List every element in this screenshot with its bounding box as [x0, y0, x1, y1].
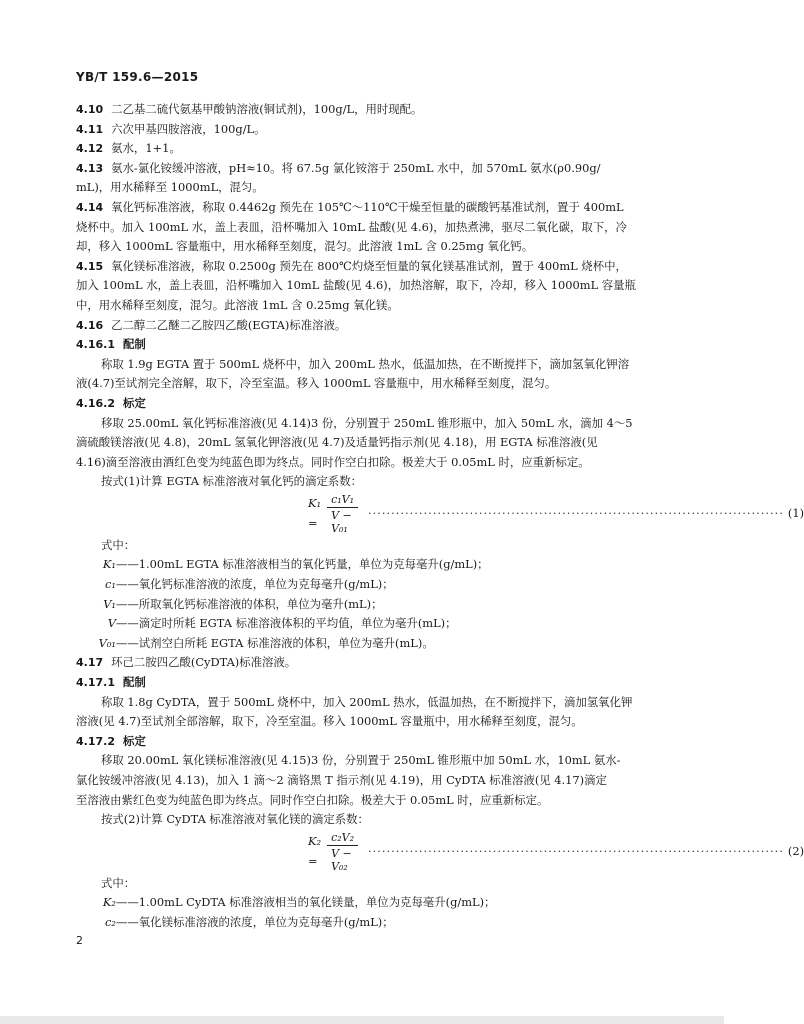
- fraction: [327, 831, 358, 873]
- subclause-4-16-2-heading: 4.16.2 标定: [76, 395, 146, 410]
- subclause-4-17-1-heading: 4.17.1 配制: [76, 675, 146, 690]
- variable-definition: K₂ —— 1.00mL CyDTA 标准溶液相当的氧化镁量，单位为克每毫升(g/mL)；: [102, 895, 496, 910]
- fraction: [327, 493, 358, 535]
- leader-dots: ··························································································: [368, 843, 784, 858]
- denominator: V − V₀₁: [331, 508, 352, 535]
- equation-number: (1): [787, 506, 804, 521]
- paragraph: 溶液(见 4.7)至试剂全部溶解，取下，冷至室温。移入 1000mL 容量瓶中，用水稀释至刻度，混匀。: [76, 714, 583, 729]
- clause-4-13: 4.13 氨水-氯化铵缓冲溶液，pH≈10。将 67.5g 氯化铵溶于 250mL 水中，加 570mL 氨水(ρ0.90g/ mL)，用水稀释至 1000mL，混匀。: [76, 160, 601, 195]
- document-body: [76, 100, 804, 933]
- paragraph: 液(4.7)至试剂完全溶解，取下，冷至室温。移入 1000mL 容量瓶中，用水稀释至刻度，混匀。: [76, 376, 557, 391]
- variable-definition: c₂ —— 氧化镁标准溶液的浓度，单位为克每毫升(g/mL)；: [105, 914, 394, 929]
- paragraph: 称取 1.9g EGTA 置于 500mL 烧杯中，加入 200mL 热水，低温加热，在不断搅拌下，滴加氢氧化钾溶: [101, 356, 630, 371]
- variable-definition: c₁ —— 氧化钙标准溶液的浓度，单位为克每毫升(g/mL)；: [105, 577, 394, 592]
- paragraph: 至溶液由紫红色变为纯蓝色即为终点。同时作空白扣除。极差大于 0.05mL 时，应重新标定。: [76, 792, 549, 807]
- clause-4-16: 4.16 乙二醇二乙醚二乙胺四乙酸(EGTA)标准溶液。: [76, 317, 347, 332]
- subclause-4-16-1-heading: 4.16.1 配制: [76, 337, 146, 352]
- clause-4-12: 4.12 氨水，1+1。: [76, 141, 181, 156]
- leader-dots: ··························································································: [368, 506, 784, 521]
- clause-4-10: 4.10 二乙基二硫代氨基甲酸钠溶液(铜试剂)，100g/L，用时现配。: [76, 102, 423, 116]
- clause-4-15: 4.15 氧化镁标准溶液，称取 0.2500g 预先在 800℃灼烧至恒量的氧化镁基准试剂，置于 400mL 烧杯中， 加入 100mL 水，盖上表皿，沿杯嘴加入 10mL 盐酸(见 4.6)，加热溶解，取下，冷却，移入 1000mL 容量瓶 中，用水稀释至刻度，混匀。此溶液 1mL 含 0.25mg 氧化镁。: [76, 258, 636, 312]
- paragraph: 移取 20.00mL 氧化镁标准溶液(见 4.15)3 份，分别置于 250mL 锥形瓶中加 50mL 水，10mL 氨水-: [101, 753, 621, 768]
- formula-intro: 按式(1)计算 EGTA 标准溶液对氧化钙的滴定系数：: [101, 474, 363, 489]
- variable-definition: V —— 滴定时所耗 EGTA 标准溶液体积的平均值，单位为毫升(mL)；: [107, 616, 457, 631]
- paragraph: 4.16)滴至溶液由酒红色变为纯蓝色即为终点。同时作空白扣除。极差大于 0.05mL 时，应重新标定。: [76, 454, 590, 469]
- formula-intro: 按式(2)计算 CyDTA 标准溶液对氧化镁的滴定系数：: [101, 812, 369, 827]
- paragraph: 氯化铵缓冲溶液(见 4.13)，加入 1 滴～2 滴铬黑 T 指示剂(见 4.19)，用 CyDTA 标准溶液(见 4.17)滴定: [76, 773, 607, 787]
- denominator: V − V₀₂: [331, 846, 352, 873]
- standard-header: YB/T 159.6—2015: [76, 70, 199, 84]
- clause-4-14: 4.14 氧化钙标准溶液，称取 0.4462g 预先在 105℃～110℃干燥至恒量的碳酸钙基准试剂，置于 400mL 烧杯中。加入 100mL 水，盖上表皿，沿杯嘴加入 10mL 盐酸(见 4.6)，加热煮沸，驱尽二氧化碳，取下，冷 却，移入 1000mL 容量瓶中，用水稀释至刻度，混匀。此溶液 1mL 含 0.25mg 氧化钙。: [76, 199, 627, 254]
- scan-edge: [0, 1016, 724, 1024]
- clause-4-17: 4.17 环己二胺四乙酸(CyDTA)标准溶液。: [76, 655, 297, 670]
- variable-definition: V₁ —— 所取氧化钙标准溶液的体积，单位为毫升(mL)；: [103, 596, 383, 611]
- numerator: c₂V₂: [327, 831, 358, 846]
- variable-definition: V₀₁ —— 试剂空白所耗 EGTA 标准溶液的体积，单位为毫升(mL)。: [98, 635, 434, 650]
- formula-lhs: K₁ =: [308, 496, 322, 530]
- equation-number: (2): [787, 843, 804, 858]
- paragraph: 滴硫酸镁溶液(见 4.8)，20mL 氢氧化钾溶液(见 4.7)及适量钙指示剂(见 4.18)，用 EGTA 标准溶液(见: [76, 435, 598, 450]
- numerator: c₁V₁: [327, 493, 358, 508]
- paragraph: 称取 1.8g CyDTA，置于 500mL 烧杯中，加入 200mL 热水，低温加热，在不断搅拌下，滴加氢氧化钾: [101, 694, 633, 709]
- formula-2: [76, 830, 804, 874]
- where-label: 式中：: [101, 537, 136, 552]
- subclause-4-17-2-heading: 4.17.2 标定: [76, 733, 146, 748]
- variable-definition: K₁ —— 1.00mL EGTA 标准溶液相当的氧化钙量，单位为克每毫升(g/mL)；: [102, 557, 489, 572]
- page-number: 2: [76, 934, 83, 947]
- formula-lhs: K₂ =: [308, 834, 322, 868]
- where-label: 式中：: [101, 875, 136, 890]
- clause-4-11: 4.11 六次甲基四胺溶液，100g/L。: [76, 121, 266, 136]
- paragraph: 移取 25.00mL 氧化钙标准溶液(见 4.14)3 份，分别置于 250mL 锥形瓶中，加入 50mL 水，滴加 4～5: [101, 415, 633, 430]
- formula-1: [76, 492, 804, 536]
